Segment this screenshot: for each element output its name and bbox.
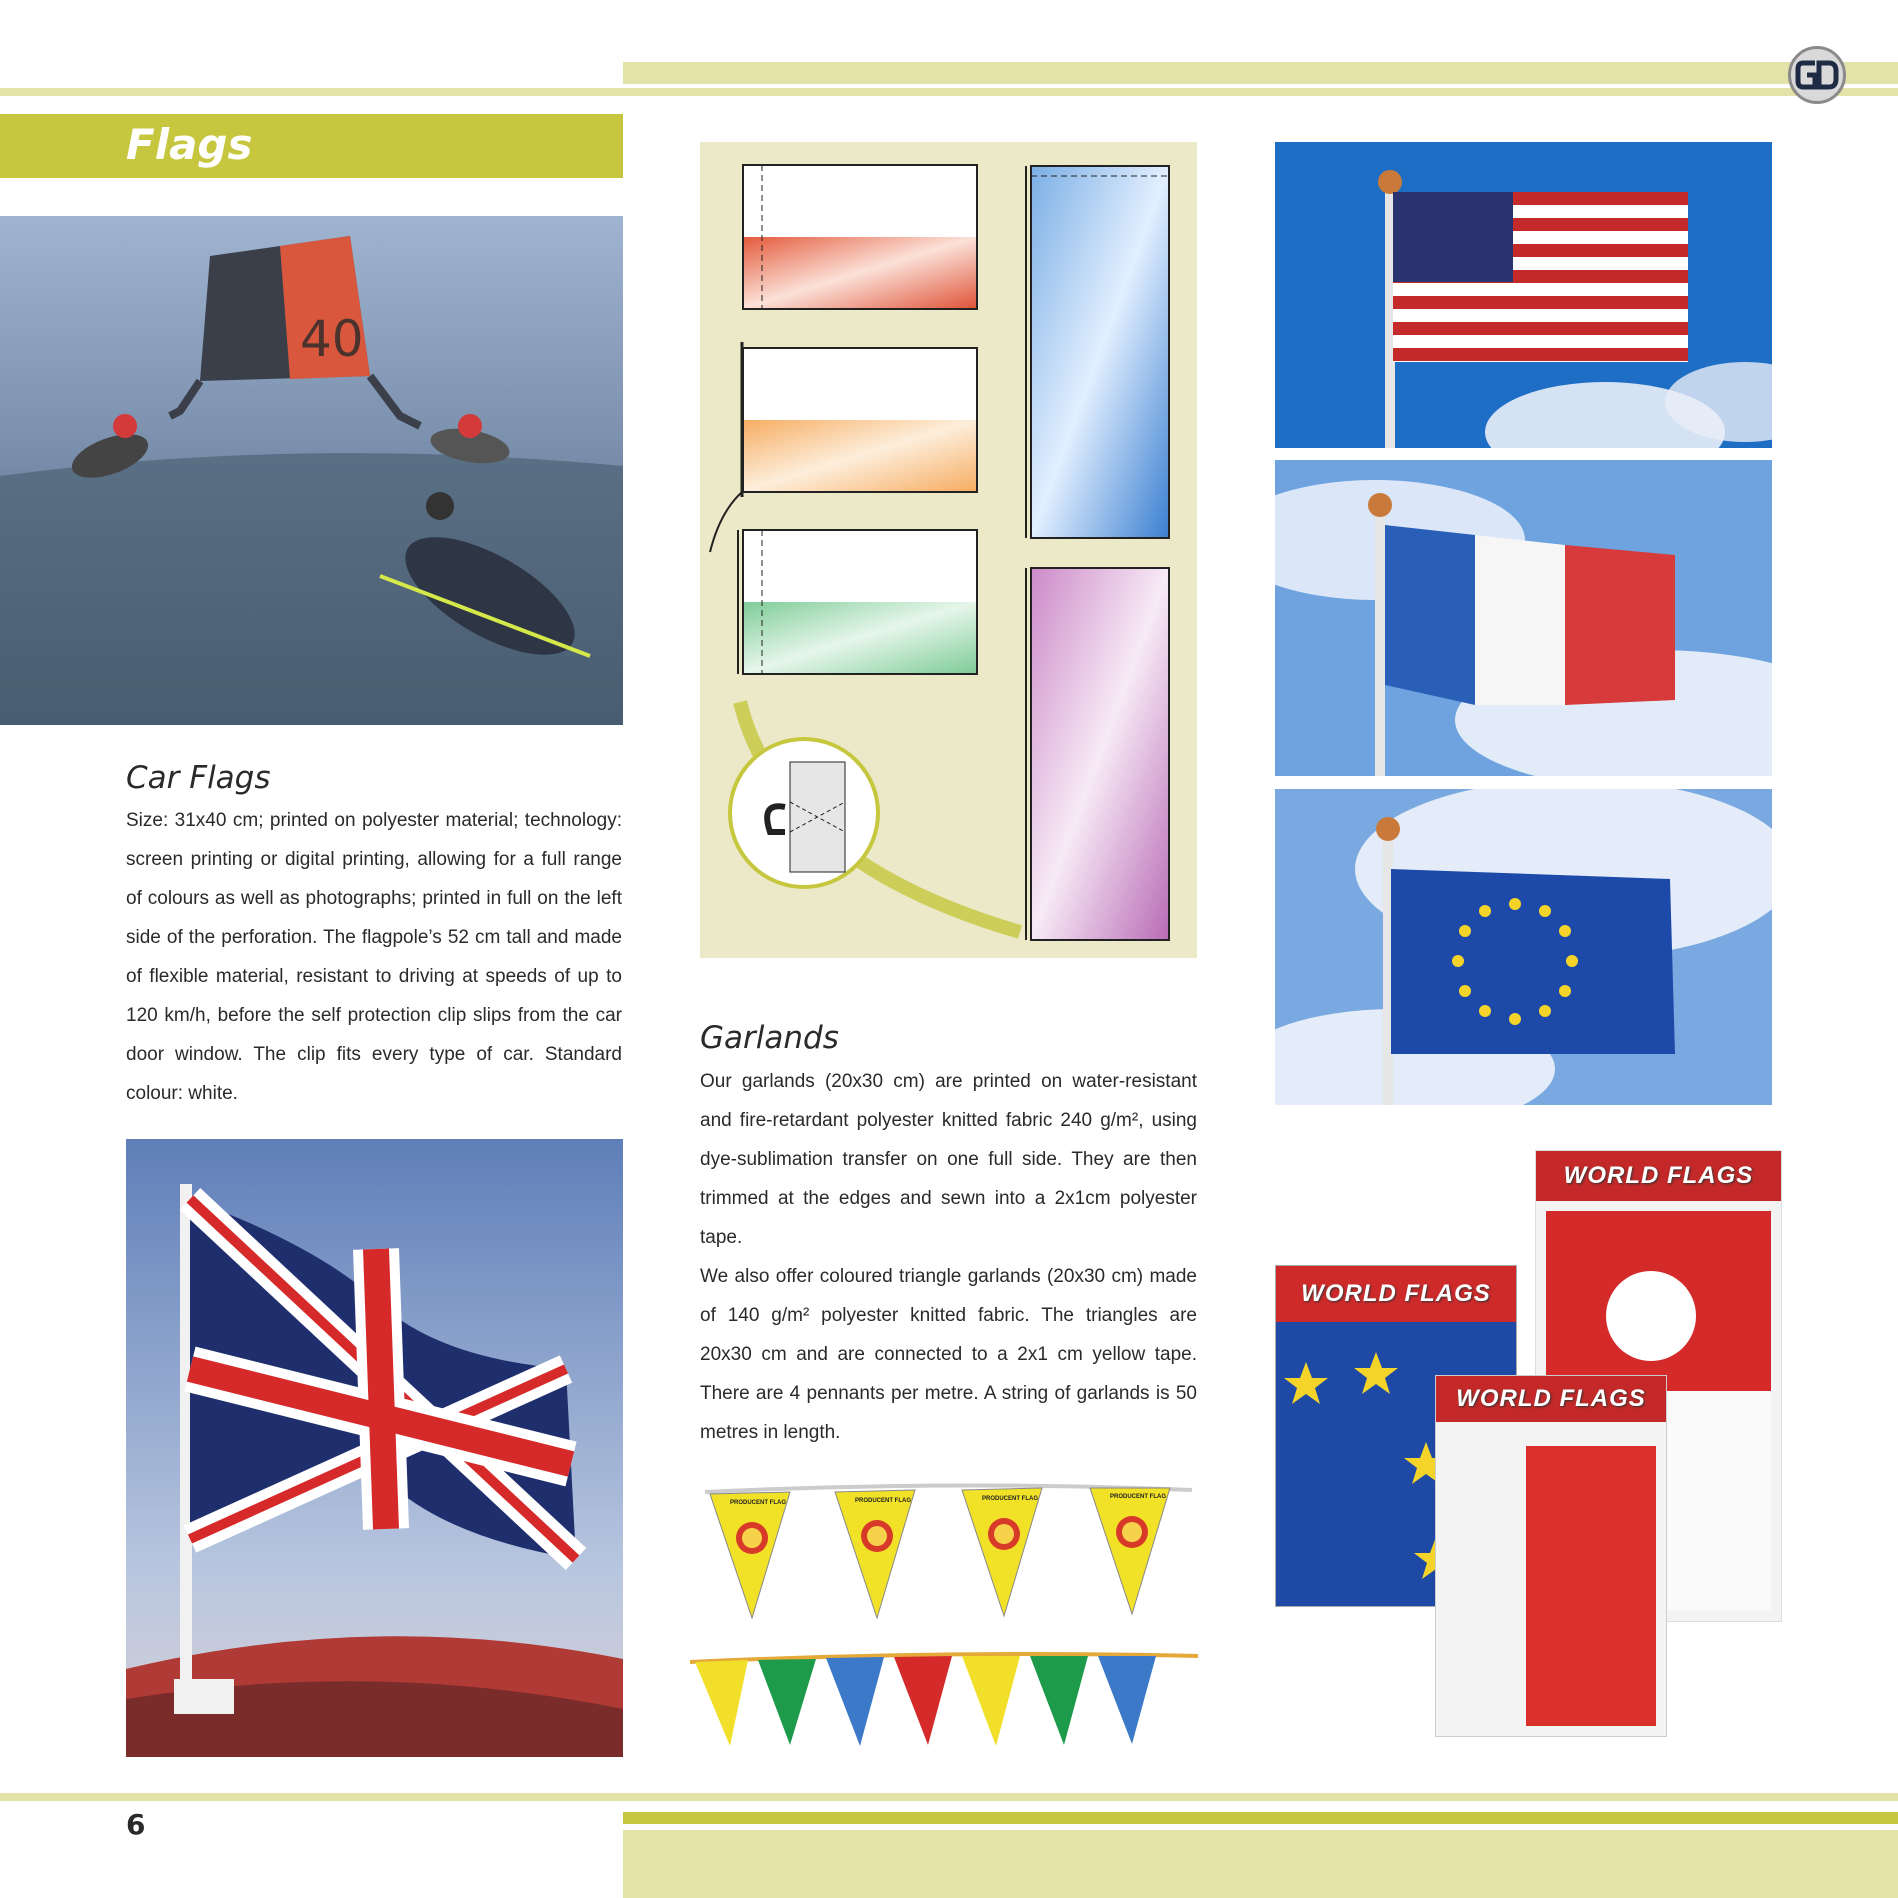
bottom-band-olive	[623, 1812, 1898, 1824]
car-flags-heading: Car Flags	[126, 760, 271, 796]
car-flags-text	[126, 801, 622, 1113]
flag-diagram-panel	[700, 142, 1197, 958]
title-bar	[0, 114, 623, 178]
uk-car-flag-photo	[126, 1139, 623, 1757]
garlands-paragraph-1: Our garlands (20x30 cm) are printed on water-resistant and fire-retardant polyester knitted fabric 240 g/m², using dye-sublimation transfer on one full side. They are then trimmed at the edges and sewn into a 2x1cm polyester tape.	[700, 1071, 1197, 1248]
garlands-heading: Garlands	[700, 1020, 839, 1056]
pennant	[835, 1490, 915, 1618]
pack-red-white	[1435, 1375, 1667, 1737]
france-flag-photo	[1275, 460, 1772, 776]
pack-label: WORLD FLAGS	[1456, 1385, 1646, 1412]
pennant-label: PRODUCENT FLAG	[982, 1496, 1038, 1502]
bottom-band-block	[623, 1830, 1898, 1898]
car-flags-paragraph: Size: 31x40 cm; printed on polyester material; technology: screen printing or digital printing, allowing for a full range of colours as well as photographs; printed in full on the left side of the perforation. The flagpole’s 52 cm tall and made of flexible material, resistant to driving at speeds of up to 120 km/h, before the self protection clip slips from the car door window. The clip fits every type of car. Standard colour: white.	[126, 810, 622, 1104]
bottom-band-right-thin	[623, 1793, 1898, 1801]
pennant-label: PRODUCENT FLAG	[1110, 1494, 1166, 1500]
bottom-band-left	[0, 1793, 623, 1801]
world-flags-packs	[1275, 1140, 1795, 1760]
page-number: 6	[126, 1808, 146, 1841]
banner-number: 40	[300, 310, 364, 368]
page-title: Flags	[126, 120, 253, 169]
pennant	[962, 1488, 1042, 1616]
pack-label: WORLD FLAGS	[1301, 1280, 1491, 1307]
pennant-label: PRODUCENT FLAG	[855, 1498, 911, 1504]
pennant	[710, 1492, 790, 1618]
coloured-garland	[690, 1650, 1200, 1760]
garlands-text	[700, 1062, 1197, 1452]
pennant	[1090, 1488, 1170, 1614]
top-band-left	[0, 88, 623, 96]
garlands-paragraph-2: We also offer coloured triangle garlands (20x30 cm) made of 140 g/m² polyester knitted fabric. The triangles are 20x30 cm and are connected to a 2x1 cm yellow tape. There are 4 pennants per metre. A string of garlands is 50 metres in length.	[700, 1266, 1197, 1443]
pack-label: WORLD FLAGS	[1563, 1162, 1754, 1189]
top-band-right	[623, 62, 1898, 84]
pennant-label: PRODUCENT FLAG	[730, 1500, 786, 1506]
printed-garland	[700, 1478, 1197, 1638]
skydiving-photo	[0, 216, 623, 725]
eu-flag-photo	[1275, 789, 1772, 1105]
top-band-right-thin	[623, 88, 1898, 96]
clip-detail-icon	[730, 739, 878, 887]
usa-flag-photo	[1275, 142, 1772, 448]
gd-logo-icon	[1788, 46, 1846, 104]
